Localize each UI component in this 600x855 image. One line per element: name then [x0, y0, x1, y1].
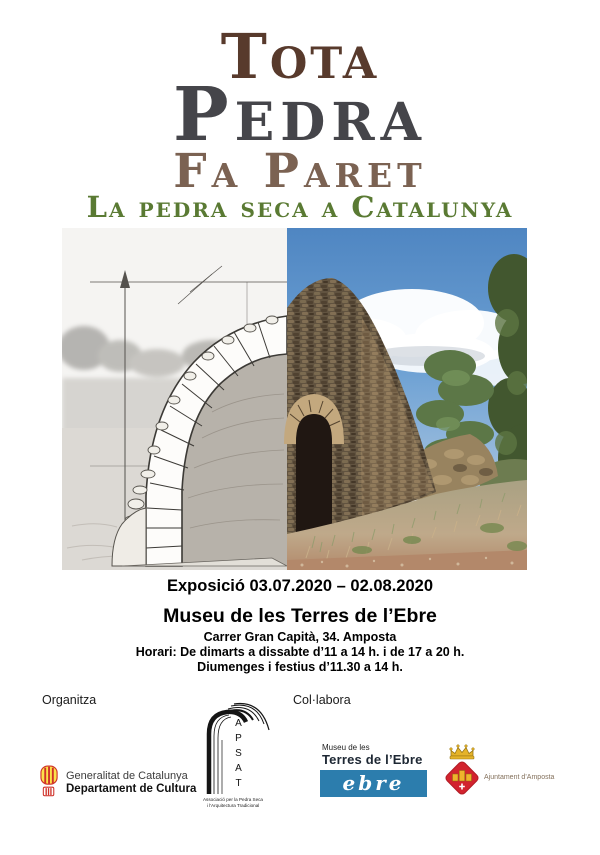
- hero-image: [62, 228, 527, 570]
- apsat-subtext-line1: Associació per la Pedra Seca: [202, 797, 263, 802]
- title-line-tota: Tota: [220, 20, 380, 93]
- venue-hours-sundays: Diumenges i festius d’11.30 a 14 h.: [197, 660, 403, 674]
- generalitat-emblem-icon: [40, 765, 59, 797]
- title-line-pedra: Pedra: [173, 72, 427, 158]
- venue-address: Carrer Gran Capità, 34. Amposta: [203, 630, 397, 644]
- organitza-label: Organitza: [42, 693, 97, 707]
- venue-name: Museu de les Terres de l’Ebre: [163, 605, 437, 627]
- venue-hours-weekdays: Horari: De dimarts a dissabte d’11 a 14 h. i de 17 a 20 h.: [135, 645, 465, 659]
- amposta-logo: [444, 741, 594, 801]
- generalitat-logo: [40, 765, 196, 797]
- museu-wordmark-band: [320, 770, 427, 797]
- title-subtitle: La pedra seca a Catalunya: [86, 190, 514, 224]
- photo-half: [284, 228, 527, 570]
- apsat-letters: APSAT: [233, 718, 244, 793]
- drawing-half: [62, 228, 320, 570]
- collabora-label: Col·labora: [293, 693, 351, 707]
- generalitat-department: Departament de Cultura: [66, 782, 197, 795]
- amposta-crest-icon: [444, 741, 480, 797]
- title-line-fa-paret: Fa Paret: [173, 144, 427, 199]
- museu-line2: Terres de l’Ebre: [322, 751, 423, 767]
- apsat-subtext-line2: i l’Arquitectura Tradicional: [206, 803, 260, 808]
- amposta-label: Ajuntament d’Amposta: [484, 774, 555, 781]
- museu-line1: Museu de les: [322, 743, 370, 752]
- exhibition-dates: Exposició 03.07.2020 – 02.08.2020: [166, 577, 434, 595]
- museu-logo: [320, 744, 430, 797]
- generalitat-name: Generalitat de Catalunya: [66, 770, 188, 782]
- museu-wordmark: ebre: [342, 771, 405, 796]
- apsat-logo: [189, 702, 277, 814]
